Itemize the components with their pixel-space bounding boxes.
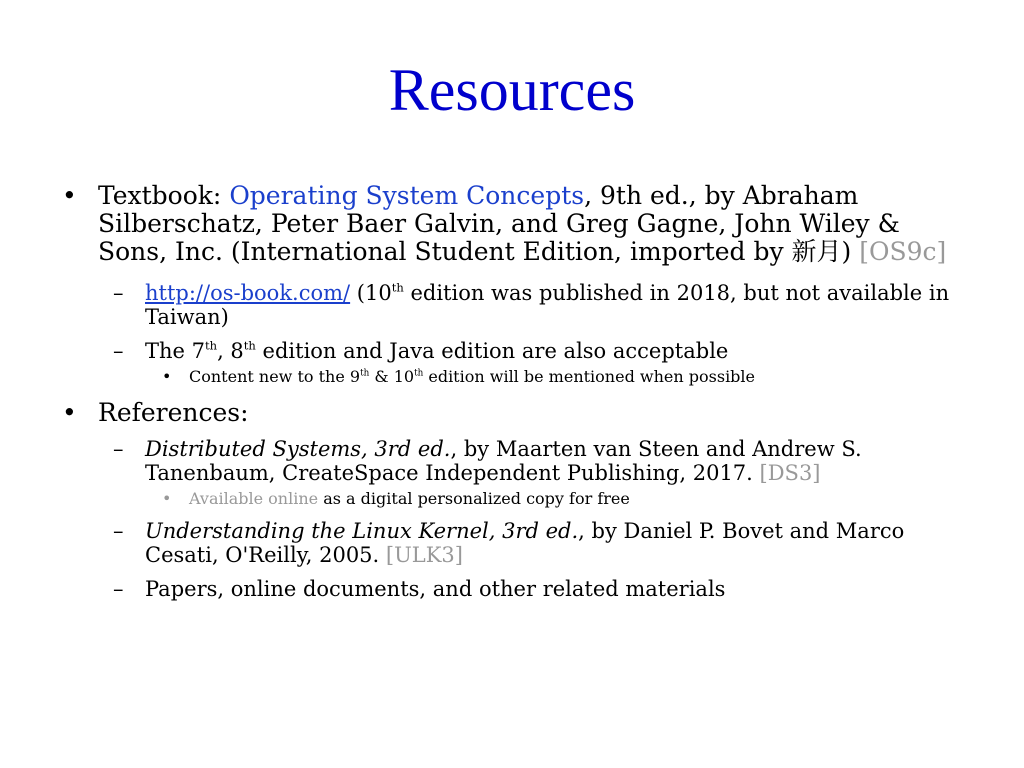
bullet-icon: • (62, 181, 77, 210)
editions-sup-1: th (205, 338, 218, 353)
new-content-text-1: Content new to the 9 (189, 367, 361, 386)
editions-sup-2: th (243, 338, 256, 353)
slide-content (62, 182, 967, 601)
textbook-tag: [OS9c] (859, 237, 947, 266)
bullet-icon: • (62, 398, 77, 427)
references-subitems (62, 437, 967, 601)
ds-tag: [DS3] (759, 461, 821, 485)
textbook-prefix: Textbook: (98, 181, 230, 210)
new-content-item (62, 367, 967, 387)
new-content-sup-2: th (414, 368, 424, 379)
ulk-tag: [ULK3] (385, 543, 463, 567)
editions-text-2: , 8 (217, 339, 244, 363)
dash-icon: – (113, 519, 124, 543)
references-item (62, 399, 967, 427)
new-content-text-2: & 10 (369, 367, 415, 386)
references-label: References: (98, 398, 249, 427)
website-sup: th (391, 280, 404, 295)
website-note-2: edition was published in 2018, but not available in Taiwan) (145, 281, 950, 329)
ulk-item (62, 519, 967, 567)
os-book-link[interactable]: http://os-book.com/ (145, 281, 351, 305)
ds-details: , by Maarten van Steen and Andrew S. Tanenbaum, CreateSpace Independent Publishing, 2017. (145, 437, 862, 485)
small-bullet-icon: • (162, 367, 172, 386)
ds-item (62, 437, 967, 485)
ds-online-item (62, 489, 967, 509)
ds-online-text: as a digital personalized copy for free (318, 489, 630, 508)
ulk-title: Understanding the Linux Kernel, 3rd ed. (145, 519, 579, 543)
textbook-title: Operating System Concepts (229, 181, 585, 210)
ds-title: Distributed Systems, 3rd ed. (145, 437, 451, 461)
dash-icon: – (113, 577, 124, 601)
editions-item (62, 339, 967, 363)
textbook-details: , 9th ed., by Abraham Silberschatz, Peter Baer Galvin, and Greg Gagne, John Wiley & Sons, Inc. (International Student Edition, imported by 新月) (98, 181, 900, 266)
small-bullet-icon: • (162, 489, 172, 508)
slide-title: Resources (388, 57, 636, 123)
editions-text-1: The 7 (145, 339, 205, 363)
dash-icon: – (113, 281, 124, 305)
textbook-subitems (62, 281, 967, 387)
website-item (62, 281, 967, 329)
papers-text: Papers, online documents, and other related materials (145, 577, 726, 601)
papers-item (62, 577, 967, 601)
website-note-1: (10 (350, 281, 392, 305)
dash-icon: – (113, 437, 124, 461)
new-content-text-3: edition will be mentioned when possible (423, 367, 756, 386)
ds-online-link[interactable]: Available online (189, 489, 319, 508)
dash-icon: – (113, 339, 124, 363)
editions-text-3: edition and Java edition are also acceptable (255, 339, 729, 363)
ulk-details: , by Daniel P. Bovet and Marco Cesati, O'Reilly, 2005. (145, 519, 905, 567)
new-content-sup-1: th (360, 368, 370, 379)
textbook-item (62, 182, 967, 266)
